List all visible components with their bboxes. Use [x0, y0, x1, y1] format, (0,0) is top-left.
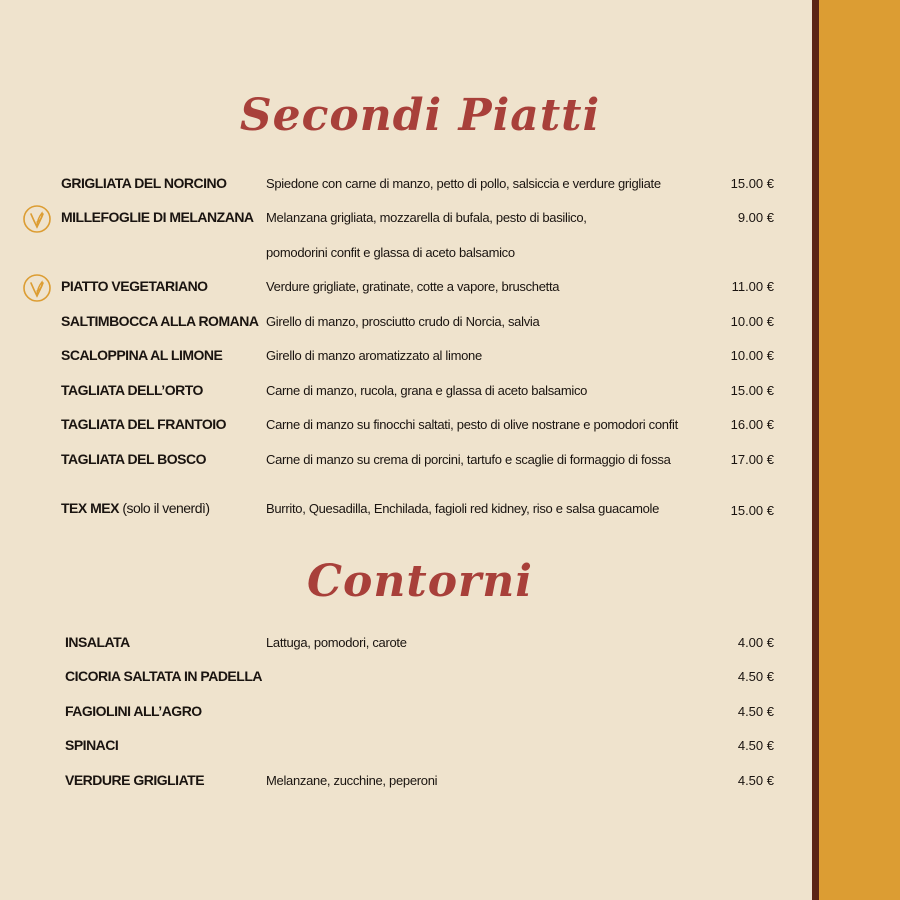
dish-description: Burrito, Quesadilla, Enchilada, fagioli red kidney, riso e salsa guacamole [266, 501, 660, 516]
dish-price: 11.00 € [731, 279, 774, 294]
dish-description: Girello di manzo aromatizzato al limone [266, 348, 482, 363]
dish-price: 4.50 € [737, 704, 774, 719]
dish-name: INSALATA [65, 634, 130, 650]
dish-name: VERDURE GRIGLIATE [65, 772, 205, 788]
dish-name: TAGLIATA DELL’ORTO [61, 382, 203, 398]
menu-item-cicoria-saltata-in-padella [0, 666, 812, 690]
menu-item-piatto-vegetariano [0, 276, 812, 300]
menu-item-tagliata-del-bosco [0, 449, 812, 473]
menu-item-spinaci [0, 735, 812, 759]
dish-name: TAGLIATA DEL BOSCO [61, 451, 206, 467]
dish-name: SCALOPPINA AL LIMONE [61, 347, 223, 363]
dish-name: SPINACI [65, 737, 119, 753]
dish-description: Melanzane, zucchine, peperoni [266, 773, 438, 788]
section-title-secondi-piatti: Secondi Piatti [239, 90, 601, 141]
dish-price: 10.00 € [730, 314, 774, 329]
menu-item-scaloppina-al-limone [0, 345, 812, 369]
menu-item-grigliata-del-norcino [0, 173, 812, 197]
dish-name: FAGIOLINI ALL’AGRO [65, 703, 202, 719]
dish-description: Carne di manzo su finocchi saltati, pesto di olive nostrane e pomodori confit [266, 417, 678, 432]
dish-name: GRIGLIATA DEL NORCINO [61, 175, 227, 191]
dish-price: 4.50 € [737, 669, 774, 684]
menu-item-verdure-grigliate [0, 770, 812, 794]
dish-price: 9.00 € [737, 210, 774, 225]
dish-name-note: (solo il venerdì) [118, 500, 210, 516]
dish-description: Verdure grigliate, gratinate, cotte a vapore, bruschetta [266, 279, 560, 294]
dish-price: 16.00 € [730, 417, 774, 432]
dish-price: 4.50 € [737, 738, 774, 753]
dish-description: Girello di manzo, prosciutto crudo di Norcia, salvia [266, 314, 540, 329]
menu-item-saltimbocca-alla-romana [0, 311, 812, 335]
dish-price: 4.50 € [737, 773, 774, 788]
dish-price: 10.00 € [730, 348, 774, 363]
dish-name: SALTIMBOCCA ALLA ROMANA [61, 313, 259, 329]
dish-name: TAGLIATA DEL FRANTOIO [61, 416, 227, 432]
dish-price: 4.00 € [737, 635, 774, 650]
dish-description: Spiedone con carne di manzo, petto di pollo, salsiccia e verdure grigliate [266, 176, 661, 191]
vegetarian-leaf-icon [22, 204, 52, 234]
menu-item-insalata [0, 632, 812, 656]
menu-item-tex-mex [0, 498, 812, 522]
dish-name-text: TEX MEX [61, 500, 119, 516]
vegetarian-leaf-icon [22, 273, 52, 303]
dish-price: 15.00 € [730, 383, 774, 398]
menu-item-tagliata-dell-orto [0, 380, 812, 404]
menu-item-millefoglie-di-melanzana [0, 207, 812, 231]
dish-price: 17.00 € [730, 452, 774, 467]
dish-name: CICORIA SALTATA IN PADELLA [65, 668, 262, 684]
dish-description: Melanzana grigliata, mozzarella di bufala, pesto di basilico, [266, 210, 587, 225]
menu-item-fagiolini-all-agro [0, 701, 812, 725]
dish-name [61, 500, 210, 516]
dish-description: Lattuga, pomodori, carote [266, 635, 407, 650]
section-title-contorni: Contorni [307, 556, 533, 607]
dish-price: 15.00 € [730, 503, 774, 518]
dish-name: PIATTO VEGETARIANO [61, 278, 208, 294]
menu-item-millefoglie-description-continued [0, 242, 812, 266]
dish-description: Carne di manzo su crema di porcini, tartufo e scaglie di formaggio di fossa [266, 452, 671, 467]
dish-price: 15.00 € [730, 176, 774, 191]
dish-description: Carne di manzo, rucola, grana e glassa di aceto balsamico [266, 383, 588, 398]
dish-name: MILLEFOGLIE DI MELANZANA [61, 209, 254, 225]
menu-item-tagliata-del-frantoio [0, 414, 812, 438]
dish-description: pomodorini confit e glassa di aceto balsamico [266, 245, 515, 260]
